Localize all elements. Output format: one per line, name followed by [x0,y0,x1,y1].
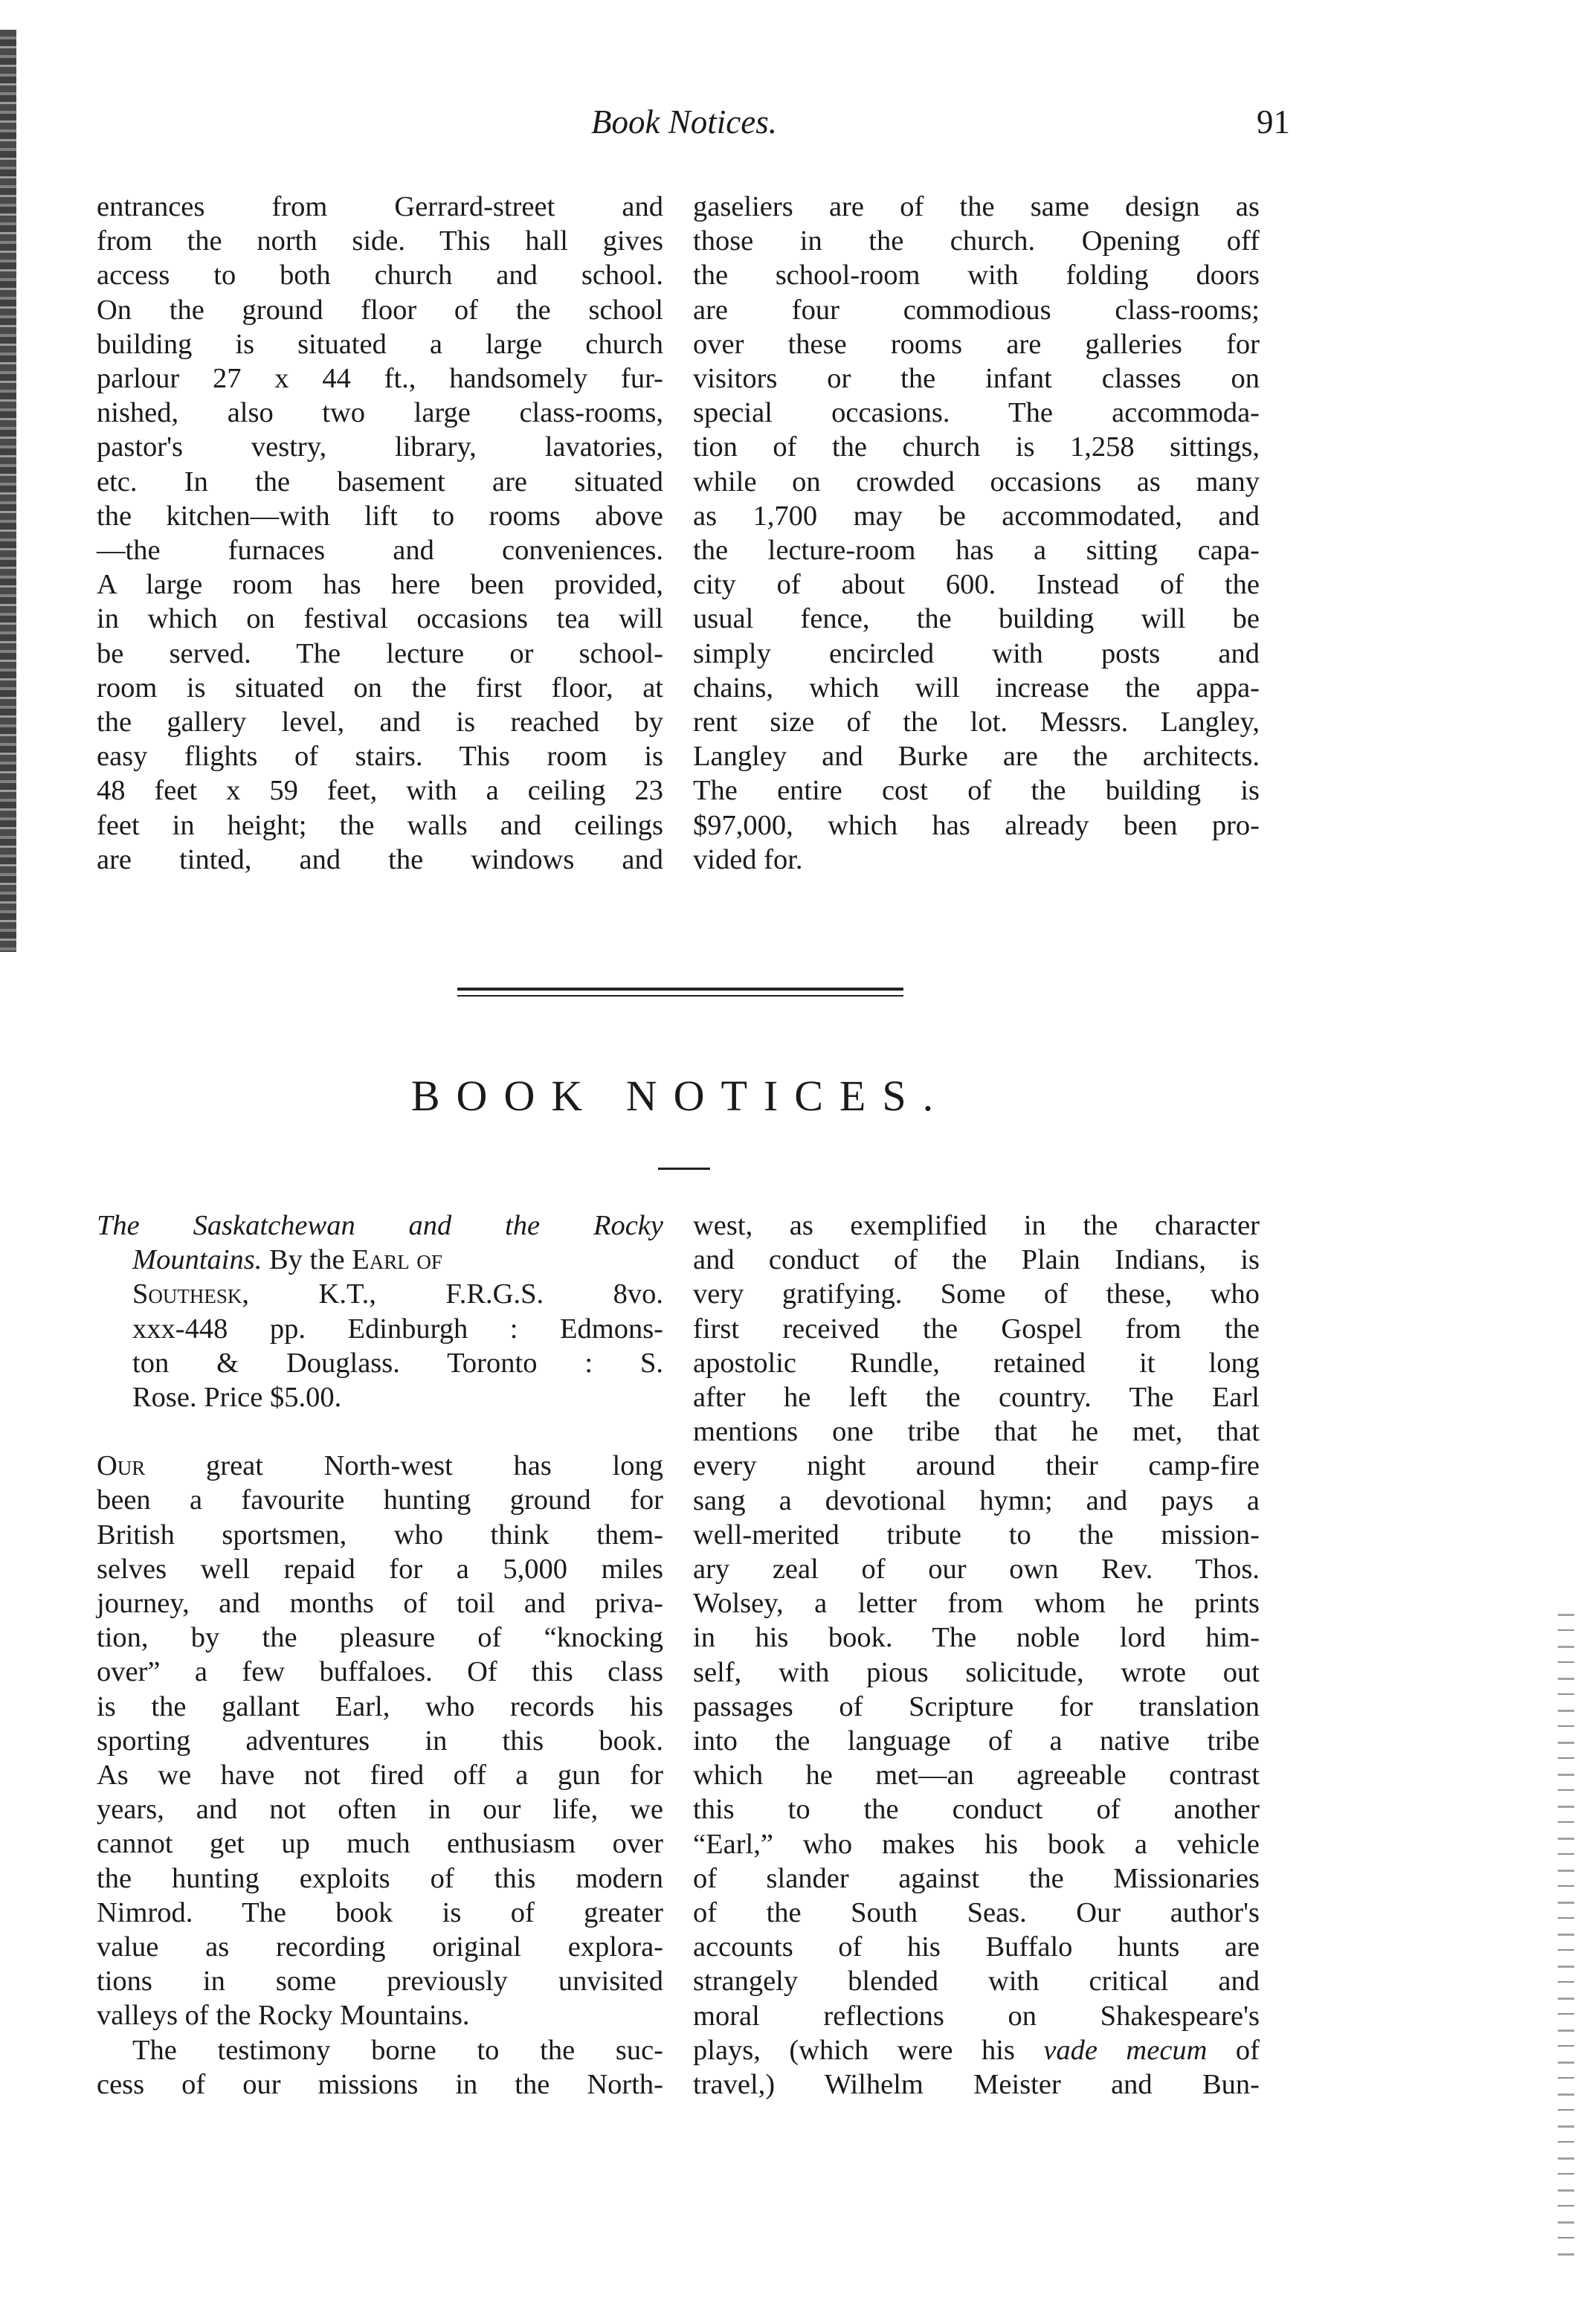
paragraph-line: self, with pious solicitude, wrote out [693,1656,1260,1688]
paragraph-line: The entire cost of the building is [693,775,1260,807]
paragraph-line [97,1449,663,1483]
page-number: 91 [1257,103,1290,141]
paragraph-line: travel,) Wilhelm Meister and Bun- [693,2069,1260,2101]
paragraph-line: selves well repaid for a 5,000 miles [97,1553,663,1585]
paragraph-line: tion, by the pleasure of “knocking [97,1622,663,1654]
paragraph-line: accounts of his Buffalo hunts are [693,1931,1260,1963]
paragraph-line: years, and not often in our life, we [97,1794,663,1826]
paragraph-line: after he left the country. The Earl [693,1382,1260,1414]
paragraph-line: rent size of the lot. Messrs. Langley, [693,706,1260,738]
book-citation-line [97,1208,663,1243]
paragraph-line: entrances from Gerrard-street and [97,191,663,222]
paragraph-line: “Earl,” who makes his book a vehicle [693,1828,1260,1860]
running-title: Book Notices. [591,103,777,141]
paragraph-line: been a favourite hunting ground for [97,1484,663,1516]
paragraph-line: cannot get up much enthusiasm over [97,1828,663,1860]
paragraph-line: ary zeal of our own Rev. Thos. [693,1554,1260,1586]
paragraph-line: in which on festival occasions tea will [97,603,663,635]
paragraph-line: usual fence, the building will be [693,603,1260,635]
paragraph-body [693,1208,1260,2033]
paragraph-line: the kitchen—with lift to rooms above [97,500,663,532]
paragraph-line: 48 feet x 59 feet, with a ceiling 23 [97,775,663,807]
book-citation-line [97,1277,663,1311]
paragraph-line: etc. In the basement are situated [97,466,663,498]
paragraph-line: British sportsmen, who think them- [97,1519,663,1551]
paragraph-line: pastor's vestry, library, lavatories, [97,431,663,463]
paragraph-line: building is situated a large church [97,328,663,360]
paragraph-line: parlour 27 x 44 ft., handsomely fur- [97,363,663,395]
citation-text: By the [262,1244,352,1276]
paragraph-line: strangely blended with critical and [693,1966,1260,1998]
paragraph-line: cess of our missions in the North- [97,2068,663,2100]
book-citation-line: Rose. Price $5.00. [132,1382,342,1414]
paragraph-line: into the language of a native tribe [693,1725,1260,1757]
paragraph-line: simply encircled with posts and [693,637,1260,669]
paragraph-spacer [97,1414,663,1449]
paragraph-line: of slander against the Missionaries [693,1862,1260,1894]
book-citation-line: xxx-448 pp. Edinburgh : Edmons- [132,1313,663,1345]
paragraph-line: —the furnaces and conveniences. [97,535,663,567]
paragraph-line: valleys of the Rocky Mountains. [97,2000,470,2032]
paragraph-line: the school-room with folding doors [693,260,1260,292]
paragraph-line: As we have not fired off a gun for [97,1760,663,1792]
paragraph-line: sang a devotional hymn; and pays a [693,1484,1260,1516]
scan-binding-edge [0,30,16,952]
paragraph-line: Langley and Burke are the architects. [693,741,1260,773]
paragraph-line: over these rooms are galleries for [693,328,1260,360]
book-citation-line [97,1243,663,1277]
paragraph-line: are tinted, and the windows and [97,843,663,875]
paragraph-line: over” a few buffaloes. Of this class [97,1656,663,1688]
paragraph-line: On the ground floor of the school [97,294,663,326]
paragraph-line: gaseliers are of the same design as [693,191,1260,222]
paragraph-line [693,2033,1260,2067]
paragraph-line: first received the Gospel from the [693,1313,1260,1345]
paragraph-line: west, as exemplified in the character [693,1210,1260,1241]
paragraph-line: vided for. [693,843,803,875]
paragraph-line: $97,000, which has already been pro- [693,809,1260,841]
paragraph-line: the gallery level, and is reached by [97,706,663,738]
section-divider-rule [457,988,903,997]
paragraph-line: this to the conduct of another [693,1794,1260,1826]
paragraph-line: is the gallant Earl, who records his [97,1690,663,1722]
paragraph-line: mentions one tribe that he met, that [693,1416,1260,1448]
latin-phrase: vade mecum [1043,2034,1208,2066]
paragraph-line: are four commodious class-rooms; [693,294,1260,326]
book-title: The Saskatchewan and the Rocky [97,1210,663,1241]
paragraph-line: moral reflections on Shakespeare's [693,2000,1260,2032]
paragraph-line: value as recording original explora- [97,1931,663,1963]
paragraph-text: of [1207,2034,1260,2066]
paragraph-line: passages of Scripture for translation [693,1690,1260,1722]
paragraph-line: A large room has here been provided, [97,569,663,601]
paragraph-line: as 1,700 may be accommodated, and [693,500,1260,532]
paragraph-line: very gratifying. Some of these, who [693,1278,1260,1310]
author-name-cont: Southesk [132,1278,242,1310]
paragraph-line: The testimony borne to the suc- [132,2034,663,2066]
paragraph-line: room is situated on the first floor, at [97,672,663,704]
book-notice-right-column [693,1208,1260,2102]
paragraph-line: Wolsey, a letter from whom he prints [693,1588,1260,1620]
heading-underline-rule [658,1168,710,1170]
paragraph-line: the lecture-room has a sitting capa- [693,535,1260,567]
paragraph-line: chains, which will increase the appa- [693,672,1260,704]
top-left-column [97,190,663,877]
paragraph-line: those in the church. Opening off [693,225,1260,257]
paragraph-line: which he met—an agreeable contrast [693,1760,1260,1792]
paragraph-line: every night around their camp-fire [693,1450,1260,1482]
paragraph-line: tion of the church is 1,258 sittings, [693,431,1260,463]
paragraph-line: from the north side. This hall gives [97,225,663,257]
book-title-cont: Mountains. [132,1244,262,1276]
citation-text: , K.T., F.R.G.S. 8vo. [242,1278,663,1310]
paragraph-line: apostolic Rundle, retained it long [693,1347,1260,1379]
paragraph-line: well-merited tribute to the mission- [693,1519,1260,1551]
paragraph-line: city of about 600. Instead of the [693,569,1260,601]
book-notice-left-column [97,1208,663,2102]
paragraph-line: easy flights of stairs. This room is [97,741,663,773]
paragraph-line: in his book. The noble lord him- [693,1622,1260,1654]
paragraph-line: visitors or the infant classes on [693,363,1260,395]
paragraph-line: the hunting exploits of this modern [97,1862,663,1894]
paragraph-line: nished, also two large class-rooms, [97,397,663,429]
paragraph-line: Nimrod. The book is of greater [97,1896,663,1928]
paragraph-line: of the South Seas. Our author's [693,1897,1260,1929]
paragraph-line: while on crowded occasions as many [693,466,1260,498]
scan-margin-artifact [1558,1599,1574,2268]
paragraph-text: great North-west has long [145,1450,663,1482]
paragraph-line: journey, and months of toil and priva- [97,1588,663,1620]
paragraph-line: sporting adventures in this book. [97,1725,663,1757]
paragraph-line: feet in height; the walls and ceilings [97,809,663,841]
paragraph-body [97,1483,663,2102]
paragraph-line: and conduct of the Plain Indians, is [693,1244,1260,1276]
book-citation-line: ton & Douglass. Toronto : S. [132,1347,663,1379]
section-heading: BOOK NOTICES. [410,1072,950,1120]
paragraph-line: access to both church and school. [97,260,663,292]
paragraph-line: be served. The lecture or school- [97,637,663,669]
top-right-column [693,190,1260,877]
paragraph-text: plays, (which were his [693,2034,1044,2066]
drop-word: Our [97,1450,146,1482]
paragraph-line: tions in some previously unvisited [97,1966,663,1998]
paragraph-line: special occasions. The accommoda- [693,397,1260,429]
author-name: Earl of [352,1244,442,1276]
